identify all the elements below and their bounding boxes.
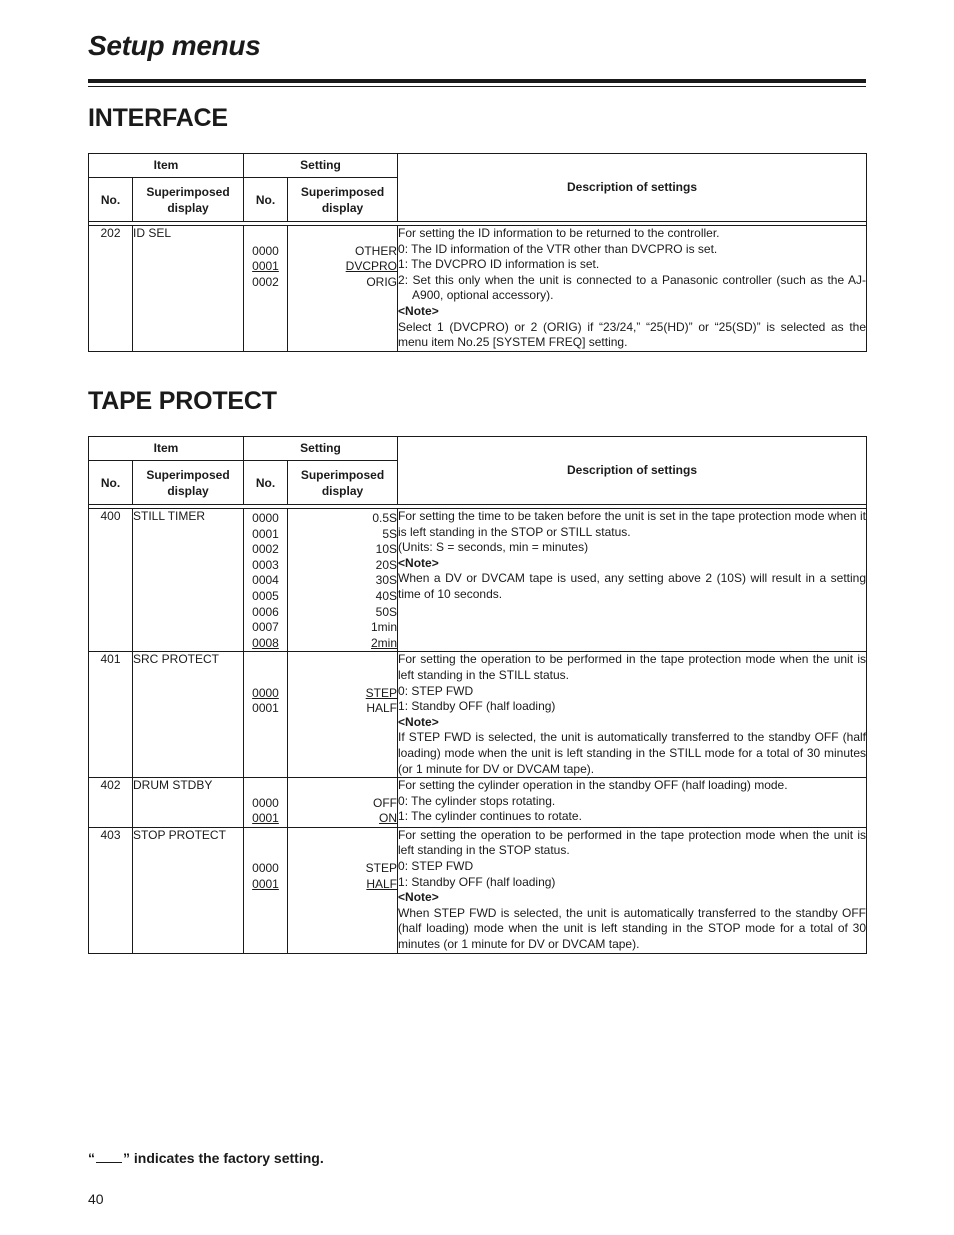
- setting-number-factory: 0000: [252, 685, 279, 700]
- setting-number: 0000: [252, 243, 279, 258]
- menu-row-403: [89, 827, 867, 953]
- option-line: 2: Set this only when the unit is connected to a Panasonic controller (such as the AJ-A900, optional accessory).: [398, 272, 867, 303]
- interface-table: [88, 153, 867, 352]
- setting-value-factory: HALF: [366, 876, 398, 891]
- setting-number: 0007: [252, 620, 279, 635]
- setting-description: [398, 652, 867, 778]
- setting-value: 50S: [375, 604, 398, 619]
- setting-value-list: [288, 652, 398, 778]
- setting-number: 0006: [252, 604, 279, 619]
- setting-value: HALF: [366, 701, 398, 716]
- menu-row-401: [89, 652, 867, 778]
- description-line: Select 1 (DVCPRO) or 2 (ORIG) if “23/24,” “25(HD)” or “25(SD)” is selected as the menu item No.25 [SYSTEM FREQ] setting.: [398, 319, 867, 350]
- setting-value-list: [288, 509, 398, 652]
- setting-number: 0001: [252, 526, 279, 541]
- legend-text: ” indicates the factory setting.: [123, 1150, 324, 1166]
- option-line: 1: The DVCPRO ID information is set.: [398, 257, 600, 272]
- setting-number-factory: 0008: [252, 635, 279, 650]
- setting-number-list: [244, 652, 288, 778]
- description-line: For setting the operation to be performed in the tape protection mode when the unit is left standing in the STOP status.: [398, 827, 867, 858]
- item-display: ID SEL: [133, 226, 244, 352]
- title-rule-thin: [88, 86, 866, 87]
- setting-value-factory: 2min: [371, 635, 398, 650]
- factory-setting-legend: [88, 1150, 324, 1166]
- description-line: When STEP FWD is selected, the unit is automatically transferred to the standby OFF (half loading) mode when the unit is left standing in the STOP mode for a total of 30 minutes (or 1 minute for DV or DVCAM tape).: [398, 905, 867, 952]
- setting-value-list: [288, 226, 398, 352]
- description-line: When a DV or DVCAM tape is used, any setting above 2 (10S) will result in a setting time of 10 seconds.: [398, 571, 867, 601]
- item-number: 403: [89, 827, 133, 953]
- setting-number-list: [244, 827, 288, 953]
- setting-value: STEP: [365, 861, 398, 876]
- item-number: 402: [89, 778, 133, 828]
- setting-description: [398, 226, 867, 352]
- item-no-header: No.: [89, 178, 133, 222]
- note-label: <Note>: [398, 714, 439, 729]
- setting-number: 0004: [252, 573, 279, 588]
- setting-number-list: [244, 226, 288, 352]
- setting-value: 20S: [375, 557, 398, 572]
- page-title: Setup menus: [88, 30, 261, 61]
- setting-header: Setting: [244, 437, 398, 461]
- note-label: <Note>: [398, 890, 439, 905]
- setting-value: ORIG: [366, 274, 398, 289]
- setting-value-list: [288, 827, 398, 953]
- item-header: Item: [89, 437, 244, 461]
- option-line: 1: Standby OFF (half loading): [398, 699, 556, 714]
- option-line: 0: The cylinder stops rotating.: [398, 793, 556, 808]
- setting-no-header: No.: [244, 178, 288, 222]
- menu-row-202: [89, 226, 867, 352]
- description-line: For setting the operation to be performed in the tape protection mode when the unit is left standing in the STILL status.: [398, 652, 867, 682]
- page-number: 40: [88, 1191, 104, 1207]
- item-display-header: Superimposed display: [133, 461, 244, 505]
- option-line: 1: Standby OFF (half loading): [398, 874, 556, 889]
- option-line: 0: STEP FWD: [398, 683, 474, 698]
- setting-number: 0003: [252, 557, 279, 572]
- setting-no-header: No.: [244, 461, 288, 505]
- option-line: 0: STEP FWD: [398, 859, 474, 874]
- note-label: <Note>: [398, 303, 439, 318]
- description-line: If STEP FWD is selected, the unit is automatically transferred to the standby OFF (half loading) mode when the unit is left standing in the STILL mode for a total of 30 minutes (or 1 minute for DV or DVCAM tape).: [398, 730, 867, 776]
- option-line: 0: The ID information of the VTR other than DVCPRO is set.: [398, 241, 718, 256]
- legend-open-quote: “: [88, 1150, 95, 1166]
- note-label: <Note>: [398, 555, 439, 570]
- description-line: For setting the cylinder operation in the standby OFF (half loading) mode.: [398, 778, 788, 793]
- title-rule: [88, 79, 866, 83]
- setting-number: 0005: [252, 588, 279, 603]
- legend-underline-sample: [96, 1151, 122, 1163]
- description-header: Description of settings: [398, 437, 867, 505]
- description-line: (Units: S = seconds, min = minutes): [398, 540, 589, 555]
- setting-number: 0002: [252, 274, 279, 289]
- tape-protect-heading: TAPE PROTECT: [88, 387, 277, 415]
- setting-value: OTHER: [355, 243, 398, 258]
- setting-value: 0.5S: [372, 511, 398, 525]
- description-line: For setting the time to be taken before the unit is set in the tape protection mode when it is left standing in the STOP or STILL status.: [398, 509, 867, 539]
- item-display: STILL TIMER: [133, 509, 244, 652]
- setting-value: 10S: [375, 542, 398, 557]
- option-line: 1: The cylinder continues to rotate.: [398, 809, 582, 824]
- setting-number: 0002: [252, 542, 279, 557]
- setting-value-list: [288, 778, 398, 828]
- setting-number: 0000: [252, 795, 279, 810]
- item-display: STOP PROTECT: [133, 827, 244, 953]
- setting-value-factory: STEP: [365, 685, 398, 700]
- menu-row-402: [89, 778, 867, 828]
- item-display-header: Superimposed display: [133, 178, 244, 222]
- setting-number-list: [244, 778, 288, 828]
- item-number: 202: [89, 226, 133, 352]
- item-header: Item: [89, 154, 244, 178]
- item-display: DRUM STDBY: [133, 778, 244, 828]
- description-header: Description of settings: [398, 154, 867, 222]
- setting-display-header: Superimposed display: [288, 461, 398, 505]
- item-number: 400: [89, 509, 133, 652]
- setting-number-factory: 0001: [252, 259, 279, 274]
- item-number: 401: [89, 652, 133, 778]
- setting-value: OFF: [373, 795, 398, 810]
- item-display: SRC PROTECT: [133, 652, 244, 778]
- menu-row-400: [89, 509, 867, 652]
- setting-number-list: [244, 509, 288, 652]
- setting-value: 1min: [371, 620, 398, 635]
- setting-number: 0000: [252, 511, 279, 525]
- setting-value-factory: ON: [379, 811, 398, 826]
- setting-display-header: Superimposed display: [288, 178, 398, 222]
- description-line: For setting the ID information to be returned to the controller.: [398, 226, 720, 240]
- setting-number: 0001: [252, 701, 279, 716]
- setting-value: 30S: [375, 573, 398, 588]
- setting-value: 40S: [375, 588, 398, 603]
- setting-description: [398, 509, 867, 652]
- setting-value: 5S: [382, 526, 398, 541]
- setting-number-factory: 0001: [252, 811, 279, 826]
- setting-header: Setting: [244, 154, 398, 178]
- setting-description: [398, 778, 867, 828]
- setting-number-factory: 0001: [252, 876, 279, 891]
- setting-description: [398, 827, 867, 953]
- setting-value-factory: DVCPRO: [345, 259, 398, 274]
- interface-heading: INTERFACE: [88, 104, 228, 132]
- setting-number: 0000: [252, 861, 279, 876]
- item-no-header: No.: [89, 461, 133, 505]
- tape-protect-table: [88, 436, 867, 954]
